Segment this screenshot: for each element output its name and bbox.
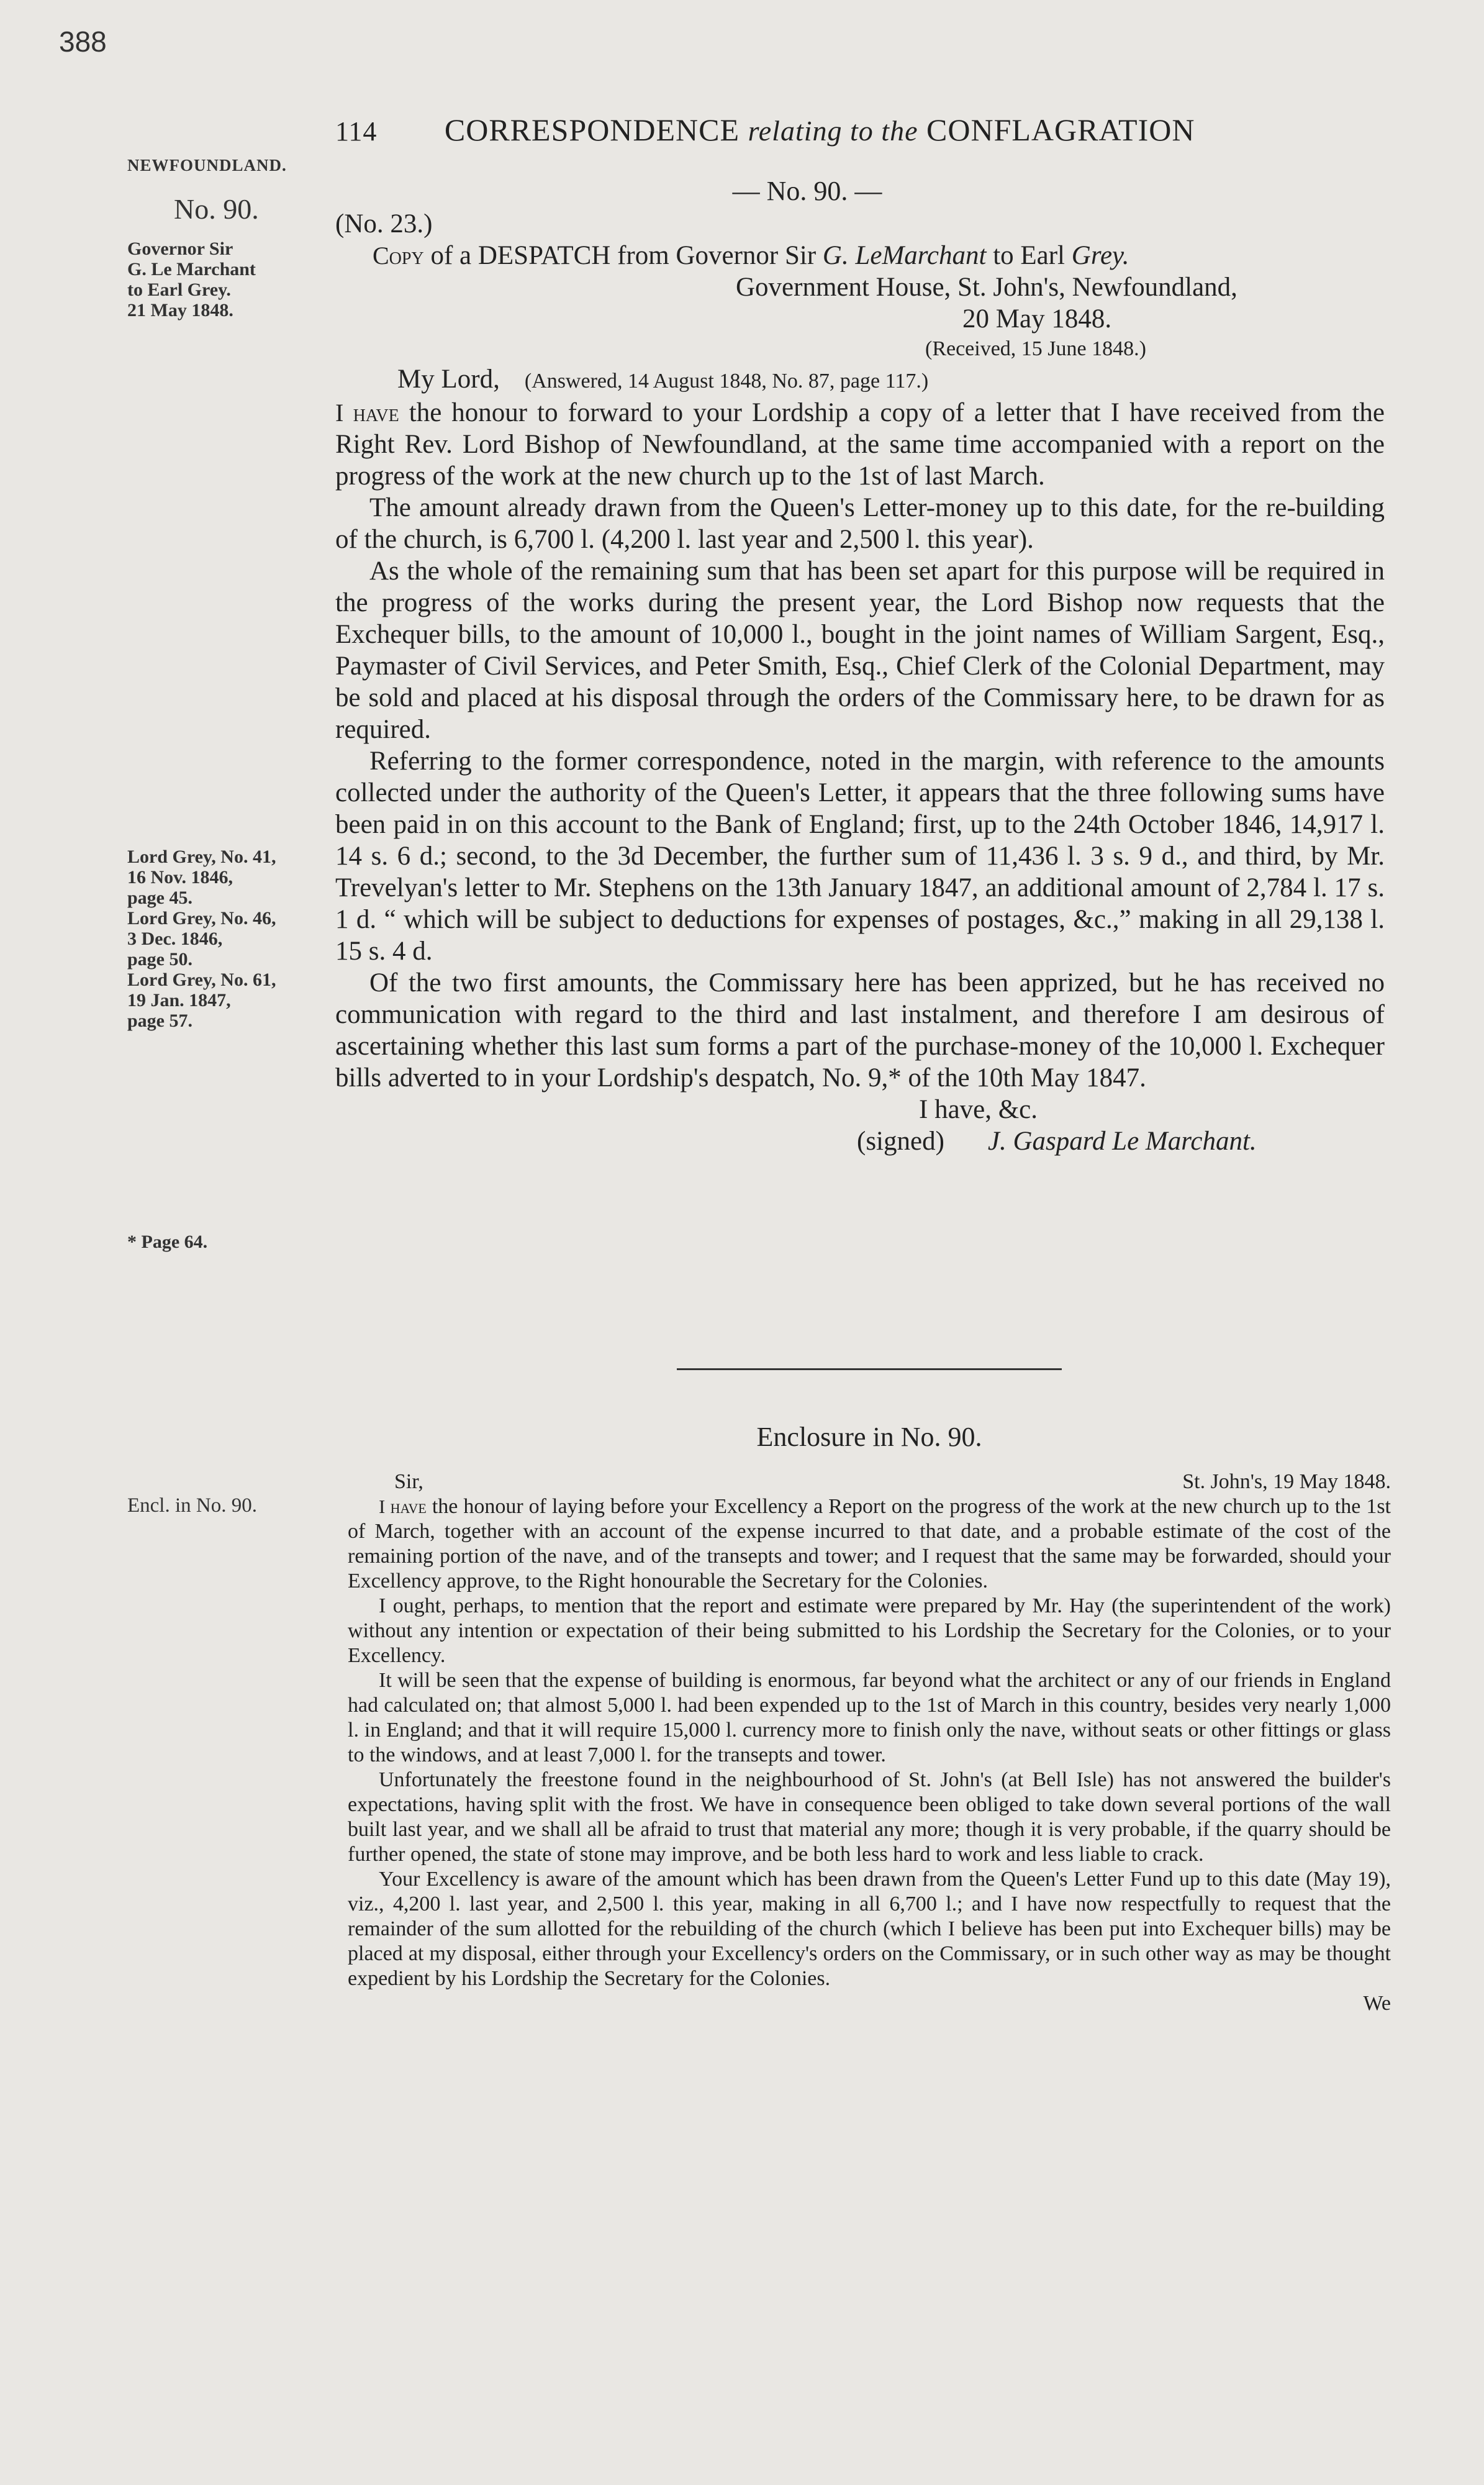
despatch-paragraph: Referring to the former correspondence, noted in the margin, with reference to the amounts collected under the authority of the Queen's Letter, it appears that the three following sums have been paid in on this account to the Bank of England; first, up to the 24th October 1846, 14,917 l. 14 s. 6 d.; second, to the 3d December, the further sum of 11,436 l. 3 s. 9 d., and third, by Mr. Trevelyan's letter to Mr. Stephens on the 13th January 1847, an additional amount of 2,784 l. 17 s. 1 d. “ which will be subject to deductions for expenses of postages, &c.,” making in all 29,138 l. 15 s. 4 d. xyxy=(335,747,1385,966)
title-name: G. LeMarchant xyxy=(822,241,987,270)
enclosure-place-date: St. John's, 19 May 1848. xyxy=(1182,1470,1391,1493)
despatch-paragraph xyxy=(335,397,1385,492)
answered-note: (Answered, 14 August 1848, No. 87, page 117.) xyxy=(524,370,929,393)
enclosure-paragraph: Your Excellency is aware of the amount which has been drawn from the Queen's Letter Fund up to this date (May 19), viz., 4,200 l. last year, and 2,500 l. this year, making in all 6,700 l.; and I have now respectfully to request that the remainder of the sum allotted for the rebuilding of the church (which I believe has been put into Exchequer bills) may be placed at my disposal, either through your Excellency's orders on the Commissary, or in such other way as may be thought expedient by his Lordship the Secretary for the Colonies. xyxy=(348,1868,1391,1990)
catchword: We xyxy=(1363,1992,1391,2015)
enclosure xyxy=(348,1470,1391,2016)
enclosure-sir: Sir, xyxy=(394,1470,423,1493)
sidenote-line: Governor Sir xyxy=(127,239,233,259)
sidenote-governor xyxy=(127,239,332,320)
despatch-title xyxy=(335,240,1385,271)
title-copy: Copy xyxy=(373,242,424,270)
running-head-end: CONFLAGRATION xyxy=(926,112,1195,147)
enclosure-paragraph: It will be seen that the expense of building is enormous, far beyond what the architect or any of our friends in England had calculated on; that almost 5,000 l. had been expended up to the 1st of March in this country, besides very nearly 1,000 l. in England; and that it will require 15,000 l. currency more to finish only the nave, without seats or other fittings or glass to the windows, and at least 7,000 l. for the transepts and tower. xyxy=(348,1669,1391,1766)
despatch-no23: (No. 23.) xyxy=(335,209,433,239)
despatch-received: (Received, 15 June 1848.) xyxy=(925,337,1146,360)
divider-rule xyxy=(677,1368,1062,1370)
running-head-italic: relating to the xyxy=(748,115,918,147)
signed: (signed) xyxy=(857,1127,944,1156)
title-to: to Earl xyxy=(986,241,1072,270)
salutation-line xyxy=(335,363,1385,397)
sidenote-newfoundland: NEWFOUNDLAND. xyxy=(127,156,287,175)
sidenote-ref: page 45. xyxy=(127,888,192,908)
sidenote-ref: page 57. xyxy=(127,1011,192,1031)
enclosure-paragraph: I ought, perhaps, to mention that the report and estimate were prepared by Mr. Hay (the superintendent of the work) without any intention or expectation of their being submitted to his Lordship the Secretary for the Colonies, or to your Excellency. xyxy=(348,1594,1391,1667)
salutation: My Lord, xyxy=(397,365,500,394)
sidenote-ref: Lord Grey, No. 41, xyxy=(127,847,276,867)
sidenote-ref: Lord Grey, No. 46, xyxy=(127,908,276,929)
sidenote-footnote-page: * Page 64. xyxy=(127,1232,208,1252)
page-number: 388 xyxy=(59,25,107,58)
first-words: I have xyxy=(335,399,399,427)
sidenote-ref: 16 Nov. 1846, xyxy=(127,867,233,888)
sidenote-number: No. 90. xyxy=(174,193,259,225)
signature: J. Gaspard Le Marchant. xyxy=(987,1127,1257,1156)
enclosure-paragraph: Unfortunately the freestone found in the neighbourhood of St. John's (at Bell Isle) has not answered the builder's expectations, having split with the frost. We have in consequence been obliged to take down several portions of the wall built last year, and we shall all be afraid to trust that material any more; though it is very probable, if the quarry should be further opened, the state of stone may improve, and be both less hard to work and less liable to crack. xyxy=(348,1768,1391,1866)
despatch-number-heading: — No. 90. — xyxy=(732,176,882,206)
despatch-signature-line xyxy=(335,1125,1385,1157)
sidenote-ref: 3 Dec. 1846, xyxy=(127,929,223,949)
sidenote-ref: Lord Grey, No. 61, xyxy=(127,970,276,990)
sidenote-references xyxy=(127,847,332,1031)
first-words: I have xyxy=(379,1496,427,1517)
despatch-date: 20 May 1848. xyxy=(962,304,1112,334)
enclosure-paragraph xyxy=(348,1494,1391,1594)
despatch-place: Government House, St. John's, Newfoundland, xyxy=(736,273,1237,302)
sidenote-enclosure: Encl. in No. 90. xyxy=(127,1494,257,1517)
despatch-close: I have, &c. xyxy=(919,1095,1038,1124)
paragraph-text: the honour of laying before your Excellency a Report on the progress of the work at the new church up to the 1st of March, together with an account of the expense incurred to that date, and a probable estimate of the cost of the remaining portion of the nave, and of the transepts and tower; and I request that the same may be forwarded, should your Excellency approve, to the Right honourable the Secretary for the Colonies. xyxy=(348,1495,1391,1592)
running-head-title: CORRESPONDENCE xyxy=(444,112,740,147)
sidenote-line: 21 May 1848. xyxy=(127,300,233,320)
despatch-paragraph: As the whole of the remaining sum that has been set apart for this purpose will be required in the progress of the works during the present year, the Lord Bishop now requests that the Exchequer bills, to the amount of 10,000 l., bought in the joint names of William Sargent, Esq., Paymaster of Civil Services, and Peter Smith, Esq., Chief Clerk of the Colonial Department, may be sold and placed at his disposal through the orders of the Commissary here, to be drawn for as required. xyxy=(335,557,1385,744)
enclosure-opening xyxy=(348,1470,1391,1494)
despatch xyxy=(335,208,1385,1157)
paragraph-text: the honour to forward to your Lordship a copy of a letter that I have received from the Right Rev. Lord Bishop of Newfoundland, at the same time accompanied with a report on the progress of the work at the new church up to the 1st of last March. xyxy=(335,398,1385,491)
sidenote-line: G. Le Marchant xyxy=(127,259,256,279)
despatch-paragraph: The amount already drawn from the Queen's Letter-money up to this date, for the re-building of the church, is 6,700 l. (4,200 l. last year and 2,500 l. this year). xyxy=(335,493,1385,554)
sidenote-ref: 19 Jan. 1847, xyxy=(127,990,231,1011)
despatch-paragraph: Of the two first amounts, the Commissary here has been apprized, but he has received no communication with regard to the third and last instalment, and therefore I am desirous of ascertaining whether this last sum forms a part of the purchase-money of the 10,000 l. Exchequer bills adverted to in your Lordship's despatch, No. 9,* of the 10th May 1847. xyxy=(335,968,1385,1093)
sidenote-ref: page 50. xyxy=(127,949,192,970)
title-mid: of a DESPATCH from Governor Sir xyxy=(423,241,823,270)
enclosure-heading: Enclosure in No. 90. xyxy=(756,1422,982,1452)
running-head xyxy=(335,112,1195,148)
title-grey: Grey. xyxy=(1071,241,1129,270)
sidenote-line: to Earl Grey. xyxy=(127,279,231,300)
running-head-page: 114 xyxy=(335,116,378,147)
